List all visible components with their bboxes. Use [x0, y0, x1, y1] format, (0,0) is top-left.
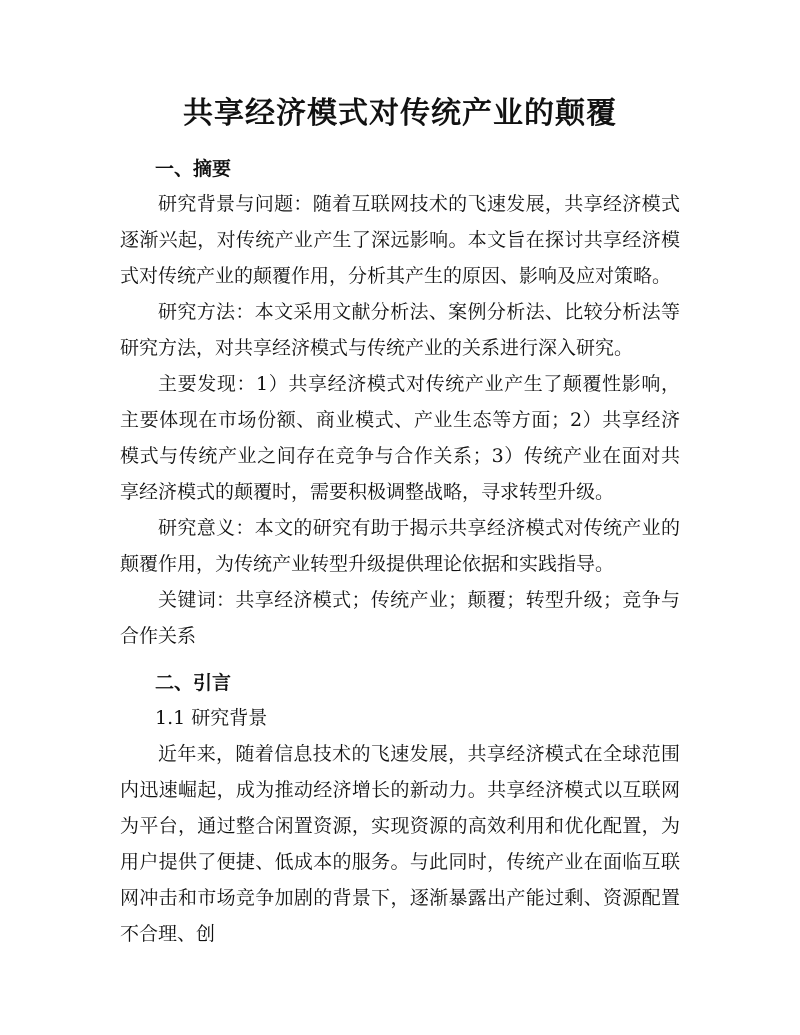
section-heading-abstract: 一、摘要 — [155, 158, 232, 180]
introduction-paragraph: 近年来，随着信息技术的飞速发展，共享经济模式在全球范围内迅速崛起，成为推动经济增长的新动力。共享经济模式以互联网为平台，通过整合闲置资源，实现资源的高效利用和优化配置，为用户提供了便捷、低成本的服务。与此同时，传统产业在面临互联网冲击和市场竞争加剧的背景下，逐渐暴露出产能过剩、资源配置不合理、创 — [120, 743, 680, 945]
abstract-background-paragraph: 研究背景与问题：随着互联网技术的飞速发展，共享经济模式逐渐兴起，对传统产业产生了深远影响。本文旨在探讨共享经济模式对传统产业的颠覆作用，分析其产生的原因、影响及应对策略。 — [120, 193, 680, 287]
document-title: 共享经济模式对传统产业的颠覆 — [183, 96, 617, 131]
subsection-heading-research-background: 1.1 研究背景 — [155, 707, 268, 729]
section-heading-introduction: 二、引言 — [155, 672, 232, 694]
abstract-significance-paragraph: 研究意义：本文的研究有助于揭示共享经济模式对传统产业的颠覆作用，为传统产业转型升级提供理论依据和实践指导。 — [120, 517, 680, 575]
keywords-paragraph: 关键词：共享经济模式；传统产业；颠覆；转型升级；竞争与合作关系 — [120, 589, 680, 647]
abstract-methods-paragraph: 研究方法：本文采用文献分析法、案例分析法、比较分析法等研究方法，对共享经济模式与传统产业的关系进行深入研究。 — [120, 301, 680, 359]
abstract-findings-paragraph: 主要发现：1）共享经济模式对传统产业产生了颠覆性影响，主要体现在市场份额、商业模式、产业生态等方面；2）共享经济模式与传统产业之间存在竞争与合作关系；3）传统产业在面对共享经济模式的颠覆时，需要积极调整战略，寻求转型升级。 — [120, 373, 680, 503]
